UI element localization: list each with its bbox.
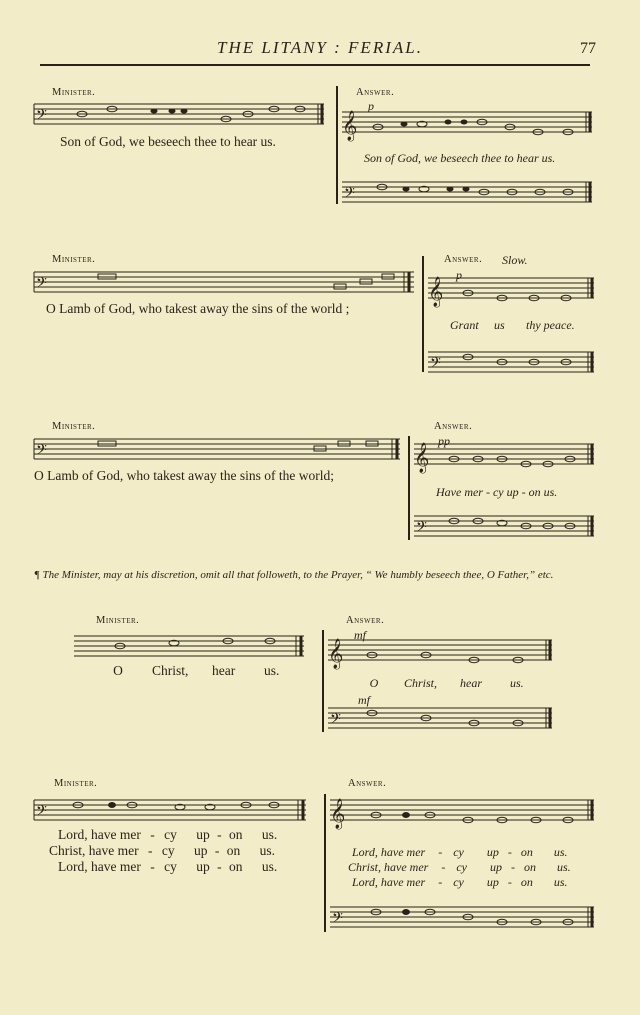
dynamic-marking: mf <box>358 693 370 707</box>
bass-clef-icon: 𝄢 <box>36 275 47 294</box>
minister-staff <box>74 634 304 662</box>
bass-clef-icon: 𝄢 <box>36 803 47 822</box>
answer-bracket <box>322 630 324 732</box>
answer-word: O <box>369 676 379 690</box>
answer-lyric-line: Lord, have mer - cy up - on us. <box>352 845 568 859</box>
answer-bass-staff <box>328 706 552 736</box>
minister-word: O <box>113 663 123 678</box>
answer-label: Answer. <box>346 615 385 626</box>
answer-bracket <box>408 436 410 540</box>
tempo-marking: Slow. <box>502 253 528 267</box>
minister-label: Minister. <box>96 615 140 626</box>
answer-bracket <box>324 794 326 932</box>
rubric-note: ¶ The Minister, may at his discretion, omit all that followeth, to the Prayer, “ We humbly beseech thee, O Father,” etc. <box>34 569 554 581</box>
minister-lyric-line: Christ, have mer - cy up - on us. <box>49 843 275 858</box>
answer-bass-staff <box>330 905 594 935</box>
answer-label: Answer. <box>434 421 473 432</box>
minister-lyric-line: Lord, have mer - cy up - on us. <box>58 859 278 874</box>
minister-label: Minister. <box>52 421 96 432</box>
minister-staff <box>34 270 414 298</box>
answer-bracket <box>422 256 424 372</box>
answer-treble-staff <box>342 110 592 140</box>
answer-treble-staff <box>328 638 552 668</box>
answer-text: Have mer - cy up - on us. <box>436 485 558 499</box>
running-header-title: THE LITANY : FERIAL. <box>217 38 423 57</box>
treble-clef-icon: 𝄞 <box>428 277 444 306</box>
answer-bass-staff <box>428 350 594 378</box>
treble-clef-icon: 𝄞 <box>342 111 358 140</box>
dynamic-marking: p <box>456 268 462 282</box>
minister-label: Minister. <box>52 254 96 265</box>
answer-label: Answer. <box>348 778 387 789</box>
treble-clef-icon: 𝄞 <box>414 443 430 472</box>
answer-word: hear <box>460 676 482 690</box>
answer-bass-staff <box>414 514 594 542</box>
bass-clef-icon: 𝄢 <box>416 519 427 538</box>
minister-staff <box>34 102 324 130</box>
minister-word: Christ, <box>152 663 189 678</box>
dynamic-marking: pp <box>438 434 450 448</box>
minister-label: Minister. <box>54 778 98 789</box>
bass-clef-icon: 𝄢 <box>36 107 47 126</box>
dynamic-marking: mf <box>354 628 366 642</box>
answer-treble-staff <box>428 276 594 306</box>
minister-label: Minister. <box>52 87 96 98</box>
answer-word: thy peace. <box>526 318 575 332</box>
answer-word: us <box>494 318 505 332</box>
minister-staff <box>34 798 306 826</box>
minister-word: us. <box>264 663 280 678</box>
minister-text: O Lamb of God, who takest away the sins of the world ; <box>46 301 350 316</box>
answer-bracket <box>336 86 338 204</box>
answer-word: Christ, <box>404 676 438 690</box>
minister-text: O Lamb of God, who takest away the sins of the world; <box>34 468 334 483</box>
answer-treble-staff <box>414 442 594 472</box>
answer-text: Son of God, we beseech thee to hear us. <box>364 151 556 165</box>
bass-clef-icon: 𝄢 <box>344 185 355 204</box>
treble-clef-icon: 𝄞 <box>328 639 344 668</box>
answer-label: Answer. <box>444 254 483 265</box>
answer-bass-staff <box>342 180 592 210</box>
minister-lyric-line: Lord, have mer - cy up - on us. <box>58 827 278 842</box>
dynamic-marking: p <box>368 99 374 113</box>
answer-treble-staff <box>330 798 594 828</box>
minister-text: Son of God, we beseech thee to hear us. <box>60 134 276 149</box>
answer-word: us. <box>510 676 524 690</box>
answer-lyric-line: Christ, have mer - cy up - on us. <box>348 860 571 874</box>
minister-word: hear <box>212 663 236 678</box>
bass-clef-icon: 𝄢 <box>430 355 441 374</box>
bass-clef-icon: 𝄢 <box>36 442 47 461</box>
bass-clef-icon: 𝄢 <box>332 910 343 929</box>
answer-word: Grant <box>450 318 479 332</box>
answer-label: Answer. <box>356 87 395 98</box>
treble-clef-icon: 𝄞 <box>330 799 346 828</box>
page-number: 77 <box>580 40 596 57</box>
header-rule <box>40 64 590 66</box>
minister-staff <box>34 437 400 465</box>
answer-lyric-line: Lord, have mer - cy up - on us. <box>352 875 568 889</box>
bass-clef-icon: 𝄢 <box>330 711 341 730</box>
